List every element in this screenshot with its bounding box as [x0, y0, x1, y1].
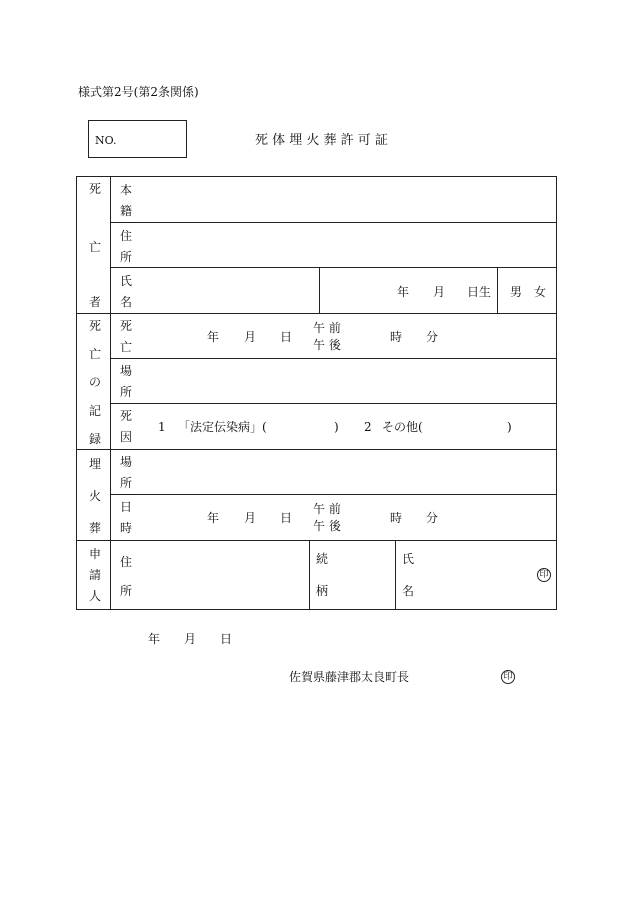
honseki-label: 籍	[120, 204, 133, 218]
divider-section-1	[76, 313, 557, 314]
applicant-group-label: 人	[89, 589, 102, 603]
page-title: 死 体 埋 火 葬 許 可 証	[255, 133, 388, 148]
burial-month: 月	[244, 511, 257, 525]
applicant-name-label: 名	[402, 584, 415, 598]
applicant-name-label: 氏	[402, 552, 415, 566]
burial-datetime-label: 日	[120, 500, 133, 514]
deceased-group-label: 亡	[89, 240, 102, 254]
issuer-seal-icon: 印	[501, 670, 515, 684]
burial-group-label: 葬	[89, 521, 102, 535]
record-group-label: 死	[89, 319, 102, 333]
divider-section-3	[76, 540, 557, 541]
cause-option-2-number: 2	[364, 420, 372, 434]
deceased-address-label: 住	[120, 229, 133, 243]
death-cause-label: 死	[120, 409, 133, 423]
relation-label: 柄	[316, 584, 329, 598]
burial-group-label: 埋	[89, 457, 102, 471]
deceased-name-label: 名	[120, 295, 133, 309]
cell-line	[309, 540, 310, 610]
death-day: 日	[280, 330, 293, 344]
row-line	[110, 358, 557, 359]
row-line	[110, 267, 557, 268]
record-group-label: 亡	[89, 347, 102, 361]
issuer-name: 佐賀県藤津郡太良町長	[289, 670, 410, 684]
deceased-group-label: 者	[89, 295, 102, 309]
death-datetime-label: 亡	[120, 340, 133, 354]
applicant-group-label: 申	[89, 547, 102, 561]
applicant-group-label: 請	[89, 568, 102, 582]
cause-option-1: 「法定伝染病」(	[178, 420, 267, 434]
issue-day: 日	[220, 632, 233, 646]
row-line	[110, 222, 557, 223]
sex-female: 女	[534, 285, 547, 299]
applicant-seal-icon: 印	[537, 568, 551, 582]
cause-option-1-number: 1	[158, 420, 166, 434]
burial-place-label: 所	[120, 476, 133, 490]
deceased-group-label: 死	[89, 182, 102, 196]
record-group-label: 録	[89, 432, 102, 446]
sex-male: 男	[510, 285, 523, 299]
divider-section-2	[76, 449, 557, 450]
death-minute: 分	[426, 330, 439, 344]
death-place-label: 所	[120, 385, 133, 399]
row-line	[110, 403, 557, 404]
number-box	[88, 120, 187, 158]
number-label: NO.	[95, 134, 117, 147]
birth-month: 月	[433, 285, 446, 299]
burial-year: 年	[207, 511, 220, 525]
honseki-label: 本	[120, 183, 133, 197]
record-group-label: の	[89, 375, 102, 389]
burial-place-label: 場	[120, 455, 133, 469]
death-year: 年	[207, 330, 220, 344]
death-hour: 時	[390, 330, 403, 344]
death-month: 月	[244, 330, 257, 344]
burial-day: 日	[280, 511, 293, 525]
birth-day: 日生	[467, 285, 492, 299]
cell-line	[497, 267, 498, 313]
record-group-label: 記	[89, 404, 102, 418]
burial-hour: 時	[390, 511, 403, 525]
form-label: 様式第2号(第2条関係)	[78, 85, 199, 99]
row-line	[110, 494, 557, 495]
applicant-address-label: 所	[120, 584, 133, 598]
death-datetime-label: 死	[120, 319, 133, 333]
death-am: 午 前	[313, 321, 341, 335]
burial-datetime-label: 時	[120, 521, 133, 535]
burial-group-label: 火	[89, 489, 102, 503]
birth-year: 年	[397, 285, 410, 299]
deceased-name-label: 氏	[120, 274, 133, 288]
deceased-address-label: 所	[120, 250, 133, 264]
cause-option-1-close: )	[334, 420, 339, 434]
cause-option-2: その他(	[382, 420, 423, 434]
group-column-line	[110, 176, 111, 610]
cell-line	[319, 267, 320, 313]
death-place-label: 場	[120, 364, 133, 378]
cause-option-2-close: )	[507, 420, 512, 434]
burial-minute: 分	[426, 511, 439, 525]
relation-label: 続	[316, 552, 329, 566]
issue-month: 月	[184, 632, 197, 646]
applicant-address-label: 住	[120, 555, 133, 569]
cell-line	[395, 540, 396, 610]
burial-am: 午 前	[313, 502, 341, 516]
issue-year: 年	[148, 632, 161, 646]
burial-pm: 午 後	[313, 519, 341, 533]
permit-table	[76, 176, 557, 610]
death-cause-label: 因	[120, 430, 133, 444]
death-pm: 午 後	[313, 338, 341, 352]
